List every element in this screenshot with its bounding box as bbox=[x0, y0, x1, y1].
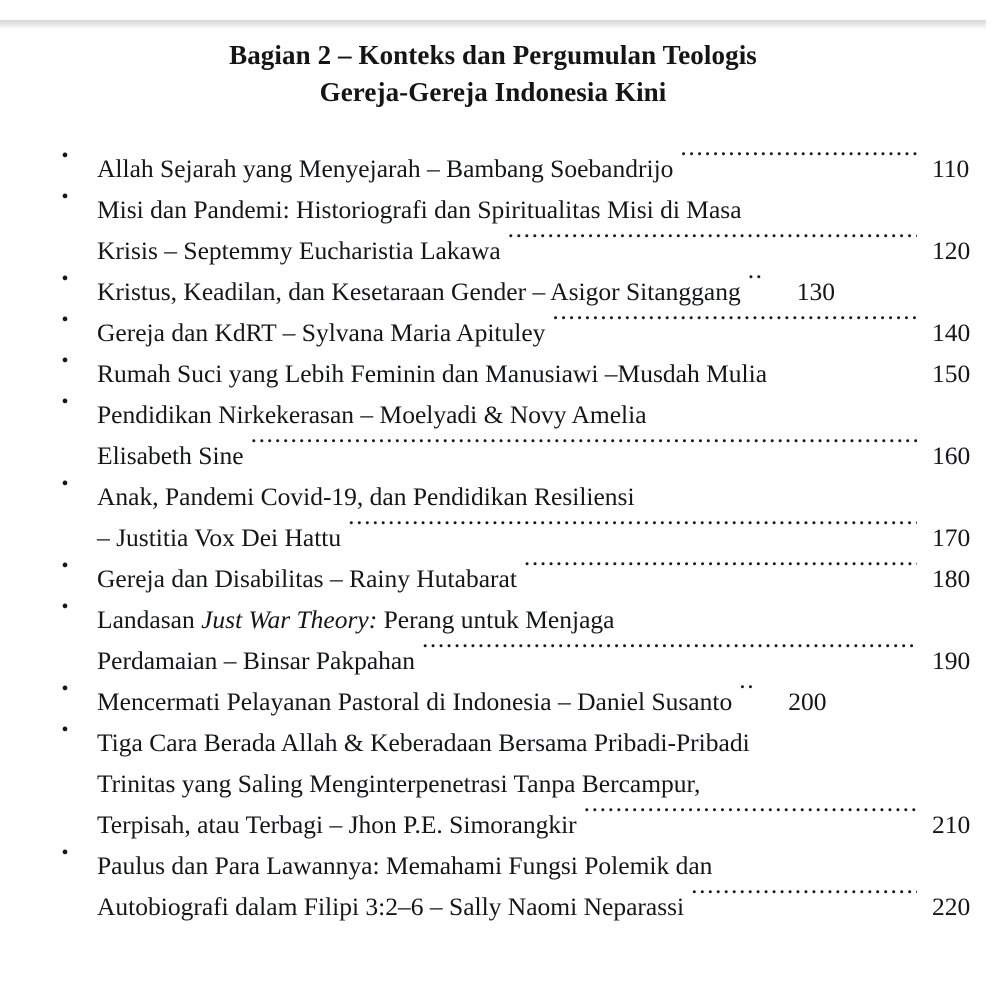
toc-entry-title: Gereja dan KdRT – Sylvana Maria Apituley bbox=[97, 318, 546, 347]
bullet-icon: • bbox=[61, 309, 69, 331]
toc-page-number: 130 bbox=[796, 277, 835, 306]
bullet-icon: • bbox=[61, 268, 69, 290]
toc-entry-line bbox=[97, 669, 986, 716]
toc-entry[interactable] bbox=[0, 464, 986, 552]
toc-entry-line bbox=[97, 300, 986, 347]
toc-entry-title: Gereja dan Disabilitas – Rainy Hutabarat bbox=[97, 564, 517, 593]
toc-entry-line bbox=[97, 177, 986, 224]
dot-leader bbox=[774, 341, 917, 382]
toc-page-number: 190 bbox=[932, 646, 971, 675]
dot-leader bbox=[508, 218, 917, 259]
toc-entry-title: Misi dan Pandemi: Historiografi dan Spiritualitas Misi di Masa bbox=[97, 195, 742, 224]
toc-entry-line bbox=[97, 628, 986, 675]
bullet-icon: • bbox=[61, 555, 69, 577]
toc-entry-title: Autobiografi dalam Filipi 3:2–6 – Sally Naomi Neparassi bbox=[97, 892, 685, 921]
dot-leader bbox=[251, 423, 917, 464]
page-title-line-2: Gereja-Gereja Indonesia Kini bbox=[319, 77, 667, 107]
toc-entry-line bbox=[97, 833, 986, 880]
toc-entry-title: Perdamaian – Binsar Pakpahan bbox=[97, 646, 415, 675]
page-title bbox=[0, 29, 986, 111]
toc-page-number: 170 bbox=[932, 523, 971, 552]
dot-leader bbox=[348, 505, 917, 546]
bullet-icon: • bbox=[61, 719, 69, 741]
toc-entry-title: Rumah Suci yang Lebih Feminin dan Manusiawi –Musdah Mulia bbox=[97, 359, 768, 388]
dot-leader bbox=[654, 382, 917, 423]
toc-page-number: 160 bbox=[932, 441, 971, 470]
toc-entry-title: Pendidikan Nirkekerasan – Moelyadi & Novy Amelia bbox=[97, 400, 647, 429]
toc-entry[interactable] bbox=[0, 587, 986, 675]
toc-page-number: 180 bbox=[932, 564, 971, 593]
toc-entry[interactable] bbox=[0, 382, 986, 470]
toc-page-number: 140 bbox=[932, 318, 971, 347]
bullet-icon: • bbox=[61, 473, 69, 495]
toc-page-number: 200 bbox=[788, 687, 827, 716]
toc-entry-title: Tiga Cara Berada Allah & Keberadaan Bersama Pribadi-Pribadi bbox=[97, 728, 750, 757]
toc-entry-line bbox=[97, 546, 986, 593]
dot-leader bbox=[680, 136, 917, 177]
toc-entry-line bbox=[97, 874, 986, 921]
dot-leader bbox=[422, 628, 917, 669]
bullet-icon: • bbox=[61, 350, 69, 372]
page-top-edge-shadow bbox=[0, 20, 986, 29]
dot-leader bbox=[739, 669, 773, 710]
toc-entry-line bbox=[97, 341, 986, 388]
toc-entry-line bbox=[97, 505, 986, 552]
document-page bbox=[0, 29, 986, 1000]
toc-entry-line bbox=[97, 587, 986, 634]
toc-entry-title: Allah Sejarah yang Menyejarah – Bambang Soebandrijo bbox=[97, 154, 674, 183]
dot-leader bbox=[584, 792, 917, 833]
toc-entry-title: – Justitia Vox Dei Hattu bbox=[97, 523, 342, 552]
bullet-icon: • bbox=[61, 391, 69, 413]
toc-entry-title: Krisis – Septemmy Eucharistia Lakawa bbox=[97, 236, 501, 265]
bullet-icon: • bbox=[61, 678, 69, 700]
toc-entry-line bbox=[97, 136, 986, 183]
toc-entry-title: Paulus dan Para Lawannya: Memahami Fungsi Polemik dan bbox=[97, 851, 713, 880]
dot-leader bbox=[691, 874, 917, 915]
bullet-icon: • bbox=[61, 186, 69, 208]
page-title-line-1: Bagian 2 – Konteks dan Pergumulan Teologis bbox=[229, 40, 757, 70]
toc-page-number: 150 bbox=[932, 359, 971, 388]
bullet-icon: • bbox=[61, 842, 69, 864]
bullet-icon: • bbox=[61, 596, 69, 618]
toc-entry[interactable] bbox=[0, 710, 986, 839]
bullet-icon: • bbox=[61, 145, 69, 167]
toc-entry-title: Terpisah, atau Terbagi – Jhon P.E. Simorangkir bbox=[97, 810, 577, 839]
toc-entry-line bbox=[97, 710, 986, 757]
toc-entry-title: Landasan Just War Theory: Perang untuk Menjaga bbox=[97, 605, 615, 634]
toc-page-number: 120 bbox=[932, 236, 971, 265]
dot-leader bbox=[524, 546, 917, 587]
dot-leader bbox=[748, 259, 782, 300]
toc-entry-line bbox=[97, 259, 986, 306]
toc-entry-title: Elisabeth Sine bbox=[97, 441, 244, 470]
toc-entry-line bbox=[97, 751, 986, 798]
toc-entry-title: Kristus, Keadilan, dan Kesetaraan Gender – Asigor Sitanggang bbox=[97, 277, 741, 306]
dot-leader bbox=[642, 464, 917, 505]
toc-entry-title: Mencermati Pelayanan Pastoral di Indonesia – Daniel Susanto bbox=[97, 687, 733, 716]
toc-entry-line bbox=[97, 464, 986, 511]
toc-entry[interactable] bbox=[0, 259, 986, 306]
dot-leader bbox=[757, 710, 917, 751]
toc-entry[interactable] bbox=[0, 546, 986, 593]
toc-entry[interactable] bbox=[0, 136, 986, 183]
toc-entry-title: Trinitas yang Saling Menginterpenetrasi Tanpa Bercampur, bbox=[97, 769, 701, 798]
toc-entry[interactable] bbox=[0, 300, 986, 347]
toc-entry-title: Anak, Pandemi Covid-19, dan Pendidikan Resiliensi bbox=[97, 482, 635, 511]
toc-entry[interactable] bbox=[0, 669, 986, 716]
dot-leader bbox=[749, 177, 917, 218]
dot-leader bbox=[621, 587, 917, 628]
toc-page-number: 210 bbox=[932, 810, 971, 839]
dot-leader bbox=[719, 833, 917, 874]
table-of-contents bbox=[0, 136, 986, 921]
toc-page-number: 110 bbox=[932, 154, 970, 183]
toc-entry-line bbox=[97, 792, 986, 839]
dot-leader bbox=[707, 751, 917, 792]
toc-page-number: 220 bbox=[932, 892, 971, 921]
toc-entry-line bbox=[97, 423, 986, 470]
toc-entry[interactable] bbox=[0, 833, 986, 921]
toc-entry-line bbox=[97, 382, 986, 429]
toc-entry[interactable] bbox=[0, 341, 986, 388]
toc-entry-line bbox=[97, 218, 986, 265]
toc-entry[interactable] bbox=[0, 177, 986, 265]
dot-leader bbox=[552, 300, 917, 341]
